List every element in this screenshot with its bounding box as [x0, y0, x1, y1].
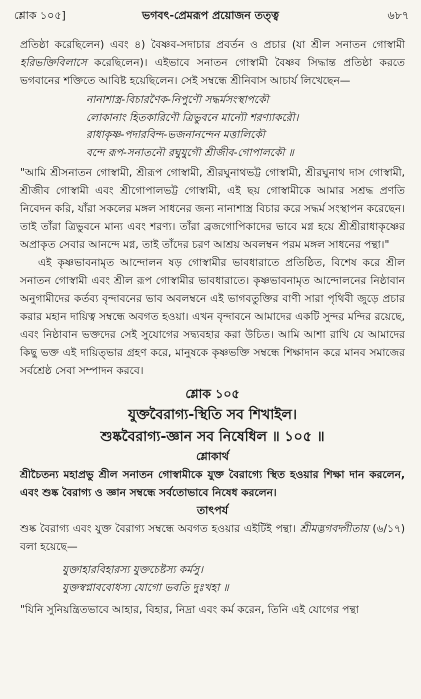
verse-line: বন্দে রূপ-সনাতনৌ রঘুযুগৌ শ্রীজীব-গোপালকৌ ॥ — [86, 146, 294, 159]
translation-text: শ্রীচৈতন্য মহাপ্রভু শ্রীল সনাতন গোস্বামীকে যুক্ত বৈরাগ্যে স্থিত হওয়ার শিক্ষা দান করলেন, এবং শুষ্ক বৈরাগ্য ও জ্ঞান সম্বন্ধে সর্বতোভাবে নিষেধ করলেন। — [20, 469, 405, 499]
paragraph-3: এই কৃষ্ণভাবনামৃত আন্দোলন ষড় গোস্বামীর ভাবধারাতে প্রতিষ্ঠিত, বিশেষ করে শ্রীল সনাতন গোস্বামী এবং শ্রীল রূপ গোস্বামীর ভাবধারাতে। কৃষ্ণভাবনামৃত আন্দোলনের নিষ্ঠাবান অনুগামীদের কর্তব্য বৃন্দাবনের ভাব অবলম্বনে এই ভাগবতুক্তির বাণী সারা পৃথিবী জুড়ে প্রচার করার মহান দায়িত্ব সম্বন্ধে অবগত হওয়া। এখন বৃন্দাবনে আমাদের একটি সুন্দর মন্দির রয়েছে, এবং নিষ্ঠাবান ভক্তদের সেই সুযোগের সদ্ব্যবহার করা উচিত। আমি আশা রাখি যে আমাদের কিছু ভক্ত এই দায়িত্ভার গ্রহণ করে, মানুষকে কৃষ্ণভক্তি সম্বন্ধে শিক্ষাদান করে মানব সমাজের সর্বশ্রেষ্ঠ সেবা সম্পাদন করবে। — [20, 257, 405, 377]
page-content — [20, 36, 405, 693]
paragraph-4: "যিনি সুনিয়ন্ত্রিতভাবে আহার, বিহার, নিদ্রা এবং কর্ম করেন, তিনি এই যোগের পন্থা — [20, 604, 359, 616]
paragraph-1: প্রতিষ্ঠা করেছিলেন) এবং ৪) বৈষ্ণব-সদাচার প্রবর্তন ও প্রচার (যা শ্রীল সনাতন গোস্বামী হরিভক্তিবিলাসে করেছিলেন)। এইভাবে সনাতন গোস্বামী বৈষ্ণব সিদ্ধান্ত প্রতিষ্ঠা করতে ভগবানের শক্তিতে আবিষ্ট হয়েছিলেন। সেই সম্বন্ধে শ্রীনিবাস আচার্য লিখেছেন— — [20, 39, 405, 87]
purport-heading: তাৎপর্য — [196, 504, 229, 517]
verse-line: লোকানাং হিতকারিণৌ ত্রিভুবনে মান্যৌ শরণ্যাকরৌ। — [86, 111, 299, 124]
sanskrit-verse-2 — [62, 562, 405, 597]
book-title: হরিভক্তিবিলাসে — [20, 57, 87, 69]
verse-line: যুক্তাহারবিহারস্য যুক্তচেষ্টস্য কর্মসু। — [62, 564, 203, 576]
page-header — [12, 6, 409, 26]
verse-line: নানাশাস্ত্র-বিচারণৈক-নিপুণৌ সদ্ধর্মসংস্থাপকৌ — [86, 94, 269, 106]
sanskrit-verse-1 — [86, 92, 405, 162]
sloka-reference: শ্লোক ১০৫] — [14, 9, 66, 22]
book-title: শ্রীমদ্ভগবদ্গীতায় — [299, 523, 369, 535]
sloka-line-1: যুক্তবৈরাগ্য-স্থিতি সব শিখাইল। — [128, 407, 297, 423]
translation-heading: শ্লোকার্থ — [196, 450, 229, 463]
paragraph-2: "আমি শ্রীসনাতন গোস্বামী, শ্রীরূপ গোস্বামী, শ্রীরঘুনাথভট্ট গোস্বামী, শ্রীরঘুনাথ দাস গোস্বামী, শ্রীজীব গোস্বামী এবং শ্রীগোপালভট্ট গোস্বামী, এই ছয় গোস্বামীকে আমার সশ্রদ্ধ প্রণতি নিবেদন করি, যাঁরা সকলের মঙ্গল সাধনের জন্য নানাশাস্ত্র বিচার করে সদ্ধর্ম সংস্থাপন করেছেন। তাই তাঁরা ত্রিভুবনে মান্য এবং শরণ্য। তাঁরা ব্রজগোপিকাদের ভাবে মগ্ন হয়ে শ্রীশ্রীরাধাকৃষ্ণের অপ্রাকৃত সেবার আনন্দে মগ্ন, তাই তাঁদের চরণ আশ্রয় অবলম্বন পরম মঙ্গল সাধনের পন্থা।" — [20, 167, 405, 251]
verse-line: রাধাকৃষ্ণ-পদারবিন্দ-ভজনানন্দেন মত্তালিকৌ — [86, 129, 265, 141]
sloka-line-2: শুষ্কবৈরাগ্য-জ্ঞান সব নিষেধিল ॥ ১০৫ ॥ — [100, 429, 325, 445]
purport-paragraph: শুষ্ক বৈরাগ্য এবং যুক্ত বৈরাগ্য সম্বন্ধে অবগত হওয়ার এইটিই পন্থা। শ্রীমদ্ভগবদ্গীতায় (৬/১৭) বলা হয়েছে— — [20, 523, 406, 553]
chapter-title: ভগবৎ-প্রেমরূপ প্রয়োজন তত্ত্ব — [142, 9, 279, 22]
sloka-title: শ্লোক ১০৫ — [185, 386, 240, 401]
verse-line: যুক্তস্বপ্নাববোধস্য যোগো ভবতি দুঃখহা ॥ — [62, 581, 229, 594]
page-number: ৬৮৭ — [387, 9, 409, 22]
